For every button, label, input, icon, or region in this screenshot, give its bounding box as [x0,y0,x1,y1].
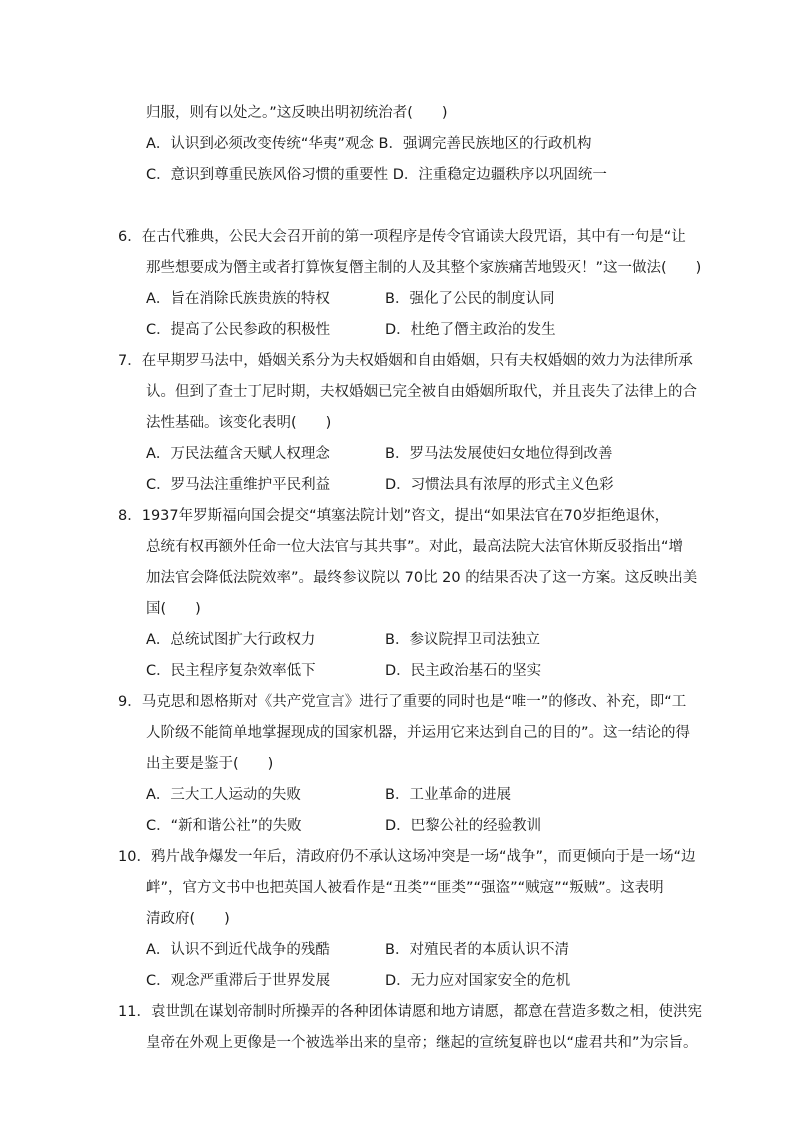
q11-stem-line-1: 11．袁世凯在谋划帝制时所操弄的各种团体请愿和地方请愿，都意在营造多数之相，使洪宪 [118,1004,702,1020]
q9-option-b: B．工业革命的进展 [385,787,511,803]
q10-stem-line-1: 10．鸦片战争爆发一年后，清政府仍不承认这场冲突是一场“战争”，而更倾向于是一场“边 [118,849,696,865]
q9-option-c: C．“新和谐公社”的失败 [146,818,302,834]
q6-option-d: D．杜绝了僭主政治的发生 [385,322,556,338]
q9-stem-line-1: 9．马克思和恩格斯对《共产党宣言》进行了重要的同时也是“唯一”的修改、补充，即“工 [118,694,687,710]
q8-option-b: B．参议院捍卫司法独立 [385,632,540,648]
q10-stem-line-2: 衅”，官方文书中也把英国人被看作是“丑类”“匪类”“强盗”“贼寇”“叛贼”。这表明 [146,880,664,896]
q9-stem-line-3: 出主要是鉴于( ) [146,756,274,772]
q11-stem-line-2: 皇帝在外观上更像是一个被选举出来的皇帝；继起的宣统复辟也以“虚君共和”为宗旨。 [146,1035,698,1051]
q8-option-c: C．民主程序复杂效率低下 [146,663,316,679]
q10-option-a: A．认识不到近代战争的残酷 [146,942,330,958]
q7-stem-line-1: 7．在早期罗马法中，婚姻关系分为夫权婚姻和自由婚姻，只有夫权婚姻的效力为法律所承 [118,353,693,369]
q9-option-d: D．巴黎公社的经验教训 [385,818,542,834]
q8-option-d: D．民主政治基石的坚实 [385,663,542,679]
q5-options-cd: C．意识到尊重民族风俗习惯的重要性 D．注重稳定边疆秩序以巩固统一 [146,167,607,183]
q8-stem-line-1: 8．1937年罗斯福向国会提交“填塞法院计划”咨文，提出“如果法官在70岁拒绝退休， [118,508,670,524]
q9-stem-line-2: 人阶级不能简单地掌握现成的国家机器，并运用它来达到自己的目的”。这一结论的得 [146,725,691,741]
q6-option-c: C．提高了公民参政的积极性 [146,322,331,338]
q5-stem-line: 归服，则有以处之。”这反映出明初统治者( ) [146,105,448,121]
q8-stem-line-4: 国( ) [146,601,201,617]
q7-option-d: D．习惯法具有浓厚的形式主义色彩 [385,477,614,493]
q8-stem-line-3: 加法官会降低法院效率”。最终参议院以 70比 20 的结果否决了这一方案。这反映出美 [146,570,698,586]
q7-option-c: C．罗马法注重维护平民利益 [146,477,331,493]
q10-option-c: C．观念严重滞后于世界发展 [146,973,331,989]
q7-option-a: A．万民法蕴含天赋人权理念 [146,446,330,462]
q6-stem-line-1: 6．在古代雅典，公民大会召开前的第一项程序是传令官诵读大段咒语，其中有一句是“让 [118,229,686,245]
q10-stem-line-3: 清政府( ) [146,911,230,927]
q10-option-b: B．对殖民者的本质认识不清 [385,942,569,958]
q9-option-a: A．三大工人运动的失败 [146,787,301,803]
q8-option-a: A．总统试图扩大行政权力 [146,632,316,648]
q6-option-b: B．强化了公民的制度认同 [385,291,555,307]
q5-options-ab: A．认识到必须改变传统“华夷”观念 B．强调完善民族地区的行政机构 [146,136,592,152]
q7-stem-line-2: 认。但到了查士丁尼时期，夫权婚姻已完全被自由婚姻所取代，并且丧失了法律上的合 [146,384,697,400]
q10-option-d: D．无力应对国家安全的危机 [385,973,571,989]
q6-stem-line-2: 那些想要成为僭主或者打算恢复僭主制的人及其整个家族痛苦地毁灭！”这一做法( ) [146,260,702,276]
q8-stem-line-2: 总统有权再额外任命一位大法官与其共事”。对此，最高法院大法官休斯反驳指出“增 [146,539,684,555]
q6-option-a: A．旨在消除氏族贵族的特权 [146,291,330,307]
q7-stem-line-3: 法性基础。该变化表明( ) [146,415,332,431]
q7-option-b: B．罗马法发展使妇女地位得到改善 [385,446,613,462]
